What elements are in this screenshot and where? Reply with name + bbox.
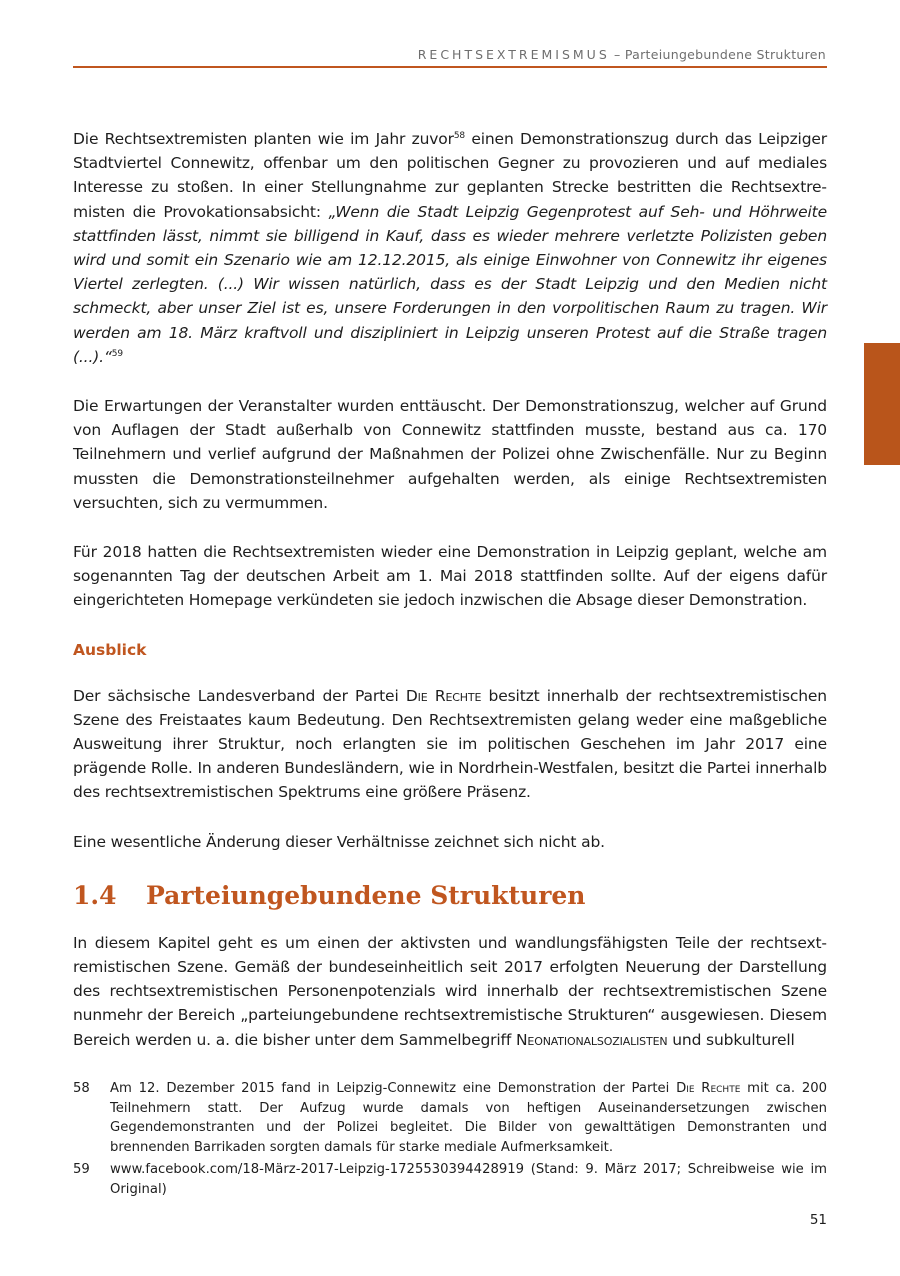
paragraph-1 [73,127,827,369]
paragraph-1-text-a: Die Rechtsextremisten planten wie im Jahr zuvor [73,130,454,148]
footnote-ref-58: 58 [453,131,465,141]
paragraph-3: Für 2018 hatten die Rechtsextremisten wieder eine Demonstration in Leipzig geplant, welche am sogenannten Tag der deutschen Arbeit am 1. Mai 2018 stattfinden sollte. Auf der eigens dafür eingerichteten Homepage verkündeten sie jedoch inzwischen die Absage dieser Demonstration. [73,543,827,610]
footnote-number: 59 [73,1162,90,1177]
footnotes [73,1079,827,1202]
footnote-ref-59: 59 [111,348,123,359]
footnote-number: 58 [73,1081,90,1096]
paragraph-1-quote: „Wenn die Stadt Leipzig Gegenprotest auf Seh- und Höhrweite stattfinden lässt, nimmt sie billigend in Kauf, dass es wieder mehrere verletzte Polizisten geben wird und somit ein Szenario wie am 12.12.2015, als einige Einwohner von Connewitz ihr eigenes Viertel zerlegten. (...) Wir wissen natürlich, dass es der Stadt Leipzig und den Medien nicht schmeckt, aber unser Ziel ist es, unsere Forderungen in den vorpolitischen Raum zu tragen. Wir werden am 18. März kraftvoll und diszipliniert in Leipzig unseren Protest auf die Straße tragen (...).“ [73,202,827,366]
party-name: Die Rechte [405,686,482,705]
section-number: 1.4 [73,880,117,910]
paragraph-6 [73,931,827,1052]
running-header-separator: – [609,47,625,62]
running-header [73,47,826,62]
footnote-party-name: Die Rechte [676,1081,741,1096]
paragraph-6-text-b: und subkulturell [667,1030,795,1049]
paragraph-4 [73,684,827,805]
term-neonationalsozialisten: Neonationalsozialisten [515,1030,668,1049]
page-body [73,127,827,1077]
footnote-58 [73,1079,827,1157]
subheading-ausblick: Ausblick [73,640,147,659]
footnote-58-text-a: Am 12. Dezember 2015 fand in Leipzig-Connewitz eine Demonstration der Partei [110,1081,677,1096]
paragraph-4-text-b: besitzt innerhalb der rechtsextremistischen Szene des Freistaates kaum Bedeutung. Den Rechtsextremisten gelang weder eine maßgebliche Ausweitung ihrer Struktur, noch erlangten sie im politischen Geschehen im Jahr 2017 eine prägende Rolle. In anderen Bundesländern, wie in Nordrhein-Westfalen, besitzt die Partei innerhalb des rechtsextremistischen Spektrums eine größere Präsenz. [73,686,827,802]
paragraph-4-text-a: Der sächsische Landesverband der Partei [73,686,406,705]
paragraph-5: Eine wesentliche Änderung dieser Verhältnisse zeichnet sich nicht ab. [73,832,605,851]
chapter-side-tab [864,343,900,465]
running-header-subtitle: Parteiungebundene Strukturen [624,47,826,62]
footnote-58-text-b: mit ca. 200 Teilnehmern statt. Der Aufzug wurde damals von heftigen Auseinandersetzungen zwischen Gegendemonstranten und der Polizei begleitet. Die Bilder von gewalttätigen Demonstranten und brennenden Barrikaden sorgten damals für starke mediale Aufmerksamkeit. [110,1081,827,1155]
footnote-59 [73,1160,827,1199]
footnote-text: www.facebook.com/18-März-2017-Leipzig-1725530394428919 (Stand: 9. März 2017; Schreibweise wie im Original) [110,1162,827,1197]
paragraph-1-text-b: einen Demonstrationszug durch das Leipziger Stadtviertel Connewitz, offenbar um den politischen Gegner zu provozieren und auf mediales Interesse zu stoßen. In einer Stellungnahme zur geplanten Strecke bestritten die Rechtsextremisten die Provokationsabsicht: [73,130,828,221]
page-number: 51 [809,1212,827,1228]
section-heading [73,879,827,913]
section-title: Parteiungebundene Strukturen [146,880,586,910]
paragraph-2: Die Erwartungen der Veranstalter wurden enttäuscht. Der Demonstrationszug, welcher auf Grund von Auflagen der Stadt außerhalb von Connewitz stattfinden musste, bestand aus ca. 170 Teilnehmern und verlief aufgrund der Maßnahmen der Polizei ohne Zwischenfälle. Nur zu Beginn mussten die Demonstrationsteilnehmer aufgehalten werden, als einige Rechtsextremisten versuchten, sich zu vermummen. [73,397,827,512]
running-header-title: RECHTSEXTREMISMUS [417,47,610,62]
header-rule [73,66,827,68]
footnote-text [110,1079,827,1157]
paragraph-6-text-a: In diesem Kapitel geht es um einen der aktivsten und wandlungsfähigsten Teile der rechtsextremistischen Szene. Gemäß der bundeseinheitlich seit 2017 erfolgten Neuerung der Darstellung des rechtsextremistischen Personenpotenzials wird innerhalb der rechtsextremistischen Szene nunmehr der Bereich „parteiungebundene rechtsextremistische Strukturen“ ausgewiesen. Diesem Bereich werden u. a. die bisher unter dem Sammelbegriff [73,933,827,1049]
